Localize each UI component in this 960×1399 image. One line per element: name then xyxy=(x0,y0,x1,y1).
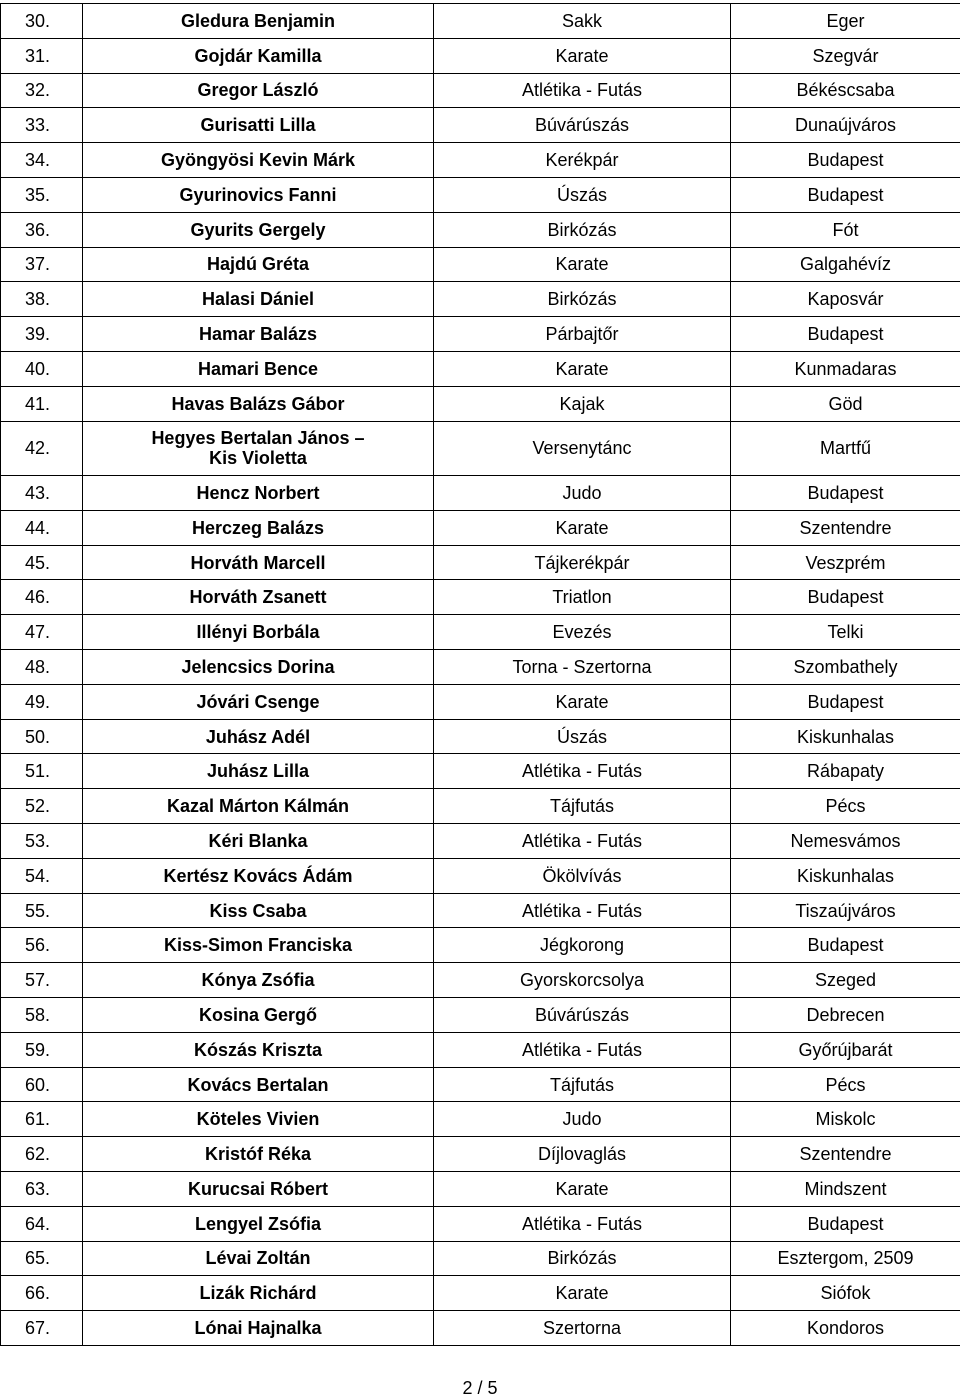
table-row xyxy=(1,317,960,352)
sport: Birkózás xyxy=(434,282,731,317)
table-row xyxy=(1,893,960,928)
athlete-name xyxy=(83,317,434,352)
athlete-name-line: Hegyes Bertalan János – xyxy=(151,428,365,449)
sport: Triatlon xyxy=(434,580,731,615)
row-number: 57. xyxy=(1,963,83,998)
athlete-name xyxy=(83,108,434,143)
city: Győrújbarát xyxy=(731,1032,960,1067)
city: Eger xyxy=(731,4,960,39)
athlete-name xyxy=(83,893,434,928)
city: Budapest xyxy=(731,177,960,212)
sport: Evezés xyxy=(434,615,731,650)
sport: Kerékpár xyxy=(434,143,731,178)
table-row xyxy=(1,824,960,859)
table-row xyxy=(1,510,960,545)
table-row xyxy=(1,1241,960,1276)
table-row xyxy=(1,351,960,386)
sport: Szertorna xyxy=(434,1311,731,1346)
table-row xyxy=(1,386,960,421)
athlete-name xyxy=(83,754,434,789)
athlete-name-text: Hajdú Gréta xyxy=(206,254,310,275)
city: Nemesvámos xyxy=(731,824,960,859)
city: Budapest xyxy=(731,317,960,352)
city: Mindszent xyxy=(731,1172,960,1207)
sport: Jégkorong xyxy=(434,928,731,963)
athlete-name xyxy=(83,998,434,1033)
athlete-name-text: Gregor László xyxy=(197,80,319,101)
table-row xyxy=(1,789,960,824)
athlete-name xyxy=(83,963,434,998)
city: Kunmadaras xyxy=(731,351,960,386)
city: Kiskunhalas xyxy=(731,858,960,893)
sport: Úszás xyxy=(434,177,731,212)
athlete-name xyxy=(83,650,434,685)
sport: Karate xyxy=(434,1276,731,1311)
table-row xyxy=(1,1206,960,1241)
athlete-name-text: Kovács Bertalan xyxy=(187,1074,329,1095)
table-row xyxy=(1,1276,960,1311)
city: Siófok xyxy=(731,1276,960,1311)
athlete-name-text: Kertész Kovács Ádám xyxy=(163,865,353,886)
row-number: 55. xyxy=(1,893,83,928)
sport: Tájfutás xyxy=(434,1067,731,1102)
table-row xyxy=(1,108,960,143)
athlete-name-text: Kiss Csaba xyxy=(209,900,307,921)
athlete-name-text: Hamari Bence xyxy=(197,358,319,379)
table-row xyxy=(1,545,960,580)
row-number: 49. xyxy=(1,684,83,719)
table-row xyxy=(1,1137,960,1172)
athlete-name-text: Lizák Richárd xyxy=(199,1283,317,1304)
row-number: 61. xyxy=(1,1102,83,1137)
table-row xyxy=(1,143,960,178)
sport: Karate xyxy=(434,38,731,73)
city: Göd xyxy=(731,386,960,421)
table-row xyxy=(1,282,960,317)
athlete-name-text: Kiss-Simon Franciska xyxy=(163,935,353,956)
athlete-name-text: Juhász Lilla xyxy=(206,761,310,782)
table-row xyxy=(1,1032,960,1067)
table-row xyxy=(1,1172,960,1207)
row-number: 41. xyxy=(1,386,83,421)
athlete-name-text: Kószás Kriszta xyxy=(193,1039,323,1060)
sport: Birkózás xyxy=(434,212,731,247)
row-number: 31. xyxy=(1,38,83,73)
row-number: 52. xyxy=(1,789,83,824)
sport: Búvárúszás xyxy=(434,108,731,143)
table-row xyxy=(1,4,960,39)
athlete-name-text: Gurisatti Lilla xyxy=(200,115,316,136)
city: Budapest xyxy=(731,580,960,615)
city: Szombathely xyxy=(731,650,960,685)
city: Kiskunhalas xyxy=(731,719,960,754)
city: Veszprém xyxy=(731,545,960,580)
city: Rábapaty xyxy=(731,754,960,789)
athlete-name xyxy=(83,858,434,893)
athlete-name xyxy=(83,1067,434,1102)
sport: Atlétika - Futás xyxy=(434,824,731,859)
sport: Karate xyxy=(434,1172,731,1207)
athlete-name xyxy=(83,73,434,108)
table-row xyxy=(1,719,960,754)
city: Fót xyxy=(731,212,960,247)
athlete-name-text: Lengyel Zsófia xyxy=(194,1213,322,1234)
athlete-name xyxy=(83,143,434,178)
table-row xyxy=(1,1067,960,1102)
athlete-name-text: Horváth Zsanett xyxy=(189,587,327,608)
row-number: 48. xyxy=(1,650,83,685)
row-number: 40. xyxy=(1,351,83,386)
table-row xyxy=(1,1311,960,1346)
athlete-name xyxy=(83,1137,434,1172)
table-row xyxy=(1,421,960,476)
table-row xyxy=(1,177,960,212)
city: Szeged xyxy=(731,963,960,998)
sport: Judo xyxy=(434,476,731,511)
athlete-name-text: Illényi Borbála xyxy=(196,622,320,643)
row-number: 63. xyxy=(1,1172,83,1207)
table-row xyxy=(1,615,960,650)
city: Békéscsaba xyxy=(731,73,960,108)
table-row xyxy=(1,247,960,282)
row-number: 39. xyxy=(1,317,83,352)
table-row xyxy=(1,963,960,998)
athlete-name xyxy=(83,4,434,39)
athlete-name xyxy=(83,824,434,859)
city: Szentendre xyxy=(731,510,960,545)
athlete-name-text: Kosina Gergő xyxy=(198,1004,318,1025)
athlete-name-text: Hencz Norbert xyxy=(196,482,320,503)
city: Budapest xyxy=(731,1206,960,1241)
sport: Gyorskorcsolya xyxy=(434,963,731,998)
city: Kaposvár xyxy=(731,282,960,317)
row-number: 32. xyxy=(1,73,83,108)
sport: Torna - Szertorna xyxy=(434,650,731,685)
city: Pécs xyxy=(731,1067,960,1102)
row-number: 51. xyxy=(1,754,83,789)
athlete-name xyxy=(83,928,434,963)
athlete-name-text: Hamar Balázs xyxy=(198,324,318,345)
row-number: 35. xyxy=(1,177,83,212)
row-number: 60. xyxy=(1,1067,83,1102)
sport: Atlétika - Futás xyxy=(434,754,731,789)
row-number: 54. xyxy=(1,858,83,893)
city: Miskolc xyxy=(731,1102,960,1137)
athlete-name-text: Kristóf Réka xyxy=(204,1144,312,1165)
athlete-name xyxy=(83,615,434,650)
row-number: 30. xyxy=(1,4,83,39)
sport: Atlétika - Futás xyxy=(434,893,731,928)
city: Debrecen xyxy=(731,998,960,1033)
sport: Tájfutás xyxy=(434,789,731,824)
athlete-name xyxy=(83,212,434,247)
table-row xyxy=(1,754,960,789)
sport: Judo xyxy=(434,1102,731,1137)
athlete-name-text: Horváth Marcell xyxy=(190,552,326,573)
row-number: 56. xyxy=(1,928,83,963)
athlete-name xyxy=(83,282,434,317)
athlete-name xyxy=(83,1102,434,1137)
row-number: 37. xyxy=(1,247,83,282)
athlete-name-text: Jelencsics Dorina xyxy=(181,656,335,677)
row-number: 43. xyxy=(1,476,83,511)
city: Dunaújváros xyxy=(731,108,960,143)
athlete-name xyxy=(83,177,434,212)
sport: Karate xyxy=(434,351,731,386)
table-row xyxy=(1,684,960,719)
sport: Karate xyxy=(434,684,731,719)
sport: Atlétika - Futás xyxy=(434,1206,731,1241)
page-number: 2 / 5 xyxy=(462,1378,498,1398)
row-number: 58. xyxy=(1,998,83,1033)
city: Budapest xyxy=(731,684,960,719)
row-number: 38. xyxy=(1,282,83,317)
row-number: 64. xyxy=(1,1206,83,1241)
athlete-name xyxy=(83,476,434,511)
city: Pécs xyxy=(731,789,960,824)
athlete-name-text: Kurucsai Róbert xyxy=(187,1178,329,1199)
table-row xyxy=(1,928,960,963)
city: Tiszaújváros xyxy=(731,893,960,928)
sport: Díjlovaglás xyxy=(434,1137,731,1172)
sport: Atlétika - Futás xyxy=(434,73,731,108)
city: Galgahévíz xyxy=(731,247,960,282)
table-row xyxy=(1,212,960,247)
athlete-name xyxy=(83,719,434,754)
row-number: 42. xyxy=(1,421,83,476)
table-row xyxy=(1,998,960,1033)
athlete-name xyxy=(83,351,434,386)
athlete-name-text: Kazal Márton Kálmán xyxy=(166,796,350,817)
row-number: 46. xyxy=(1,580,83,615)
row-number: 50. xyxy=(1,719,83,754)
athlete-name xyxy=(83,421,434,476)
sport: Versenytánc xyxy=(434,421,731,476)
athlete-name-text: Kéri Blanka xyxy=(208,830,308,851)
city: Kondoros xyxy=(731,1311,960,1346)
athlete-name xyxy=(83,510,434,545)
row-number: 67. xyxy=(1,1311,83,1346)
table-row xyxy=(1,858,960,893)
sport: Karate xyxy=(434,510,731,545)
athlete-name xyxy=(83,789,434,824)
row-number: 36. xyxy=(1,212,83,247)
roster-body xyxy=(1,4,960,1346)
athlete-name-text: Gyöngyösi Kevin Márk xyxy=(160,150,356,171)
row-number: 45. xyxy=(1,545,83,580)
athlete-name-text: Herczeg Balázs xyxy=(191,517,325,538)
row-number: 59. xyxy=(1,1032,83,1067)
row-number: 62. xyxy=(1,1137,83,1172)
athlete-name-text: Halasi Dániel xyxy=(201,289,315,310)
table-row xyxy=(1,1102,960,1137)
athlete-name xyxy=(83,1311,434,1346)
athlete-name xyxy=(83,38,434,73)
athlete-name xyxy=(83,1276,434,1311)
sport: Karate xyxy=(434,247,731,282)
row-number: 33. xyxy=(1,108,83,143)
athlete-name xyxy=(83,580,434,615)
city: Martfű xyxy=(731,421,960,476)
table-row xyxy=(1,476,960,511)
athlete-name-text: Köteles Vivien xyxy=(196,1109,320,1130)
city: Szegvár xyxy=(731,38,960,73)
athlete-name xyxy=(83,1172,434,1207)
sport: Párbajtőr xyxy=(434,317,731,352)
row-number: 53. xyxy=(1,824,83,859)
row-number: 66. xyxy=(1,1276,83,1311)
athlete-name xyxy=(83,1241,434,1276)
city: Budapest xyxy=(731,928,960,963)
athlete-name xyxy=(83,386,434,421)
athlete-name-line: Kis Violetta xyxy=(209,448,307,469)
sport: Tájkerékpár xyxy=(434,545,731,580)
table-row xyxy=(1,38,960,73)
athlete-name-text: Lónai Hajnalka xyxy=(194,1318,322,1339)
sport: Atlétika - Futás xyxy=(434,1032,731,1067)
city: Budapest xyxy=(731,143,960,178)
athlete-name-text: Lévai Zoltán xyxy=(205,1248,311,1269)
athlete-name-text: Kónya Zsófia xyxy=(201,970,315,991)
sport: Úszás xyxy=(434,719,731,754)
athlete-name-text: Gyurits Gergely xyxy=(190,219,326,240)
row-number: 44. xyxy=(1,510,83,545)
table-row xyxy=(1,650,960,685)
sport: Sakk xyxy=(434,4,731,39)
table-row xyxy=(1,73,960,108)
table-row xyxy=(1,580,960,615)
athlete-name-text: Gledura Benjamin xyxy=(180,10,336,31)
athlete-name-text: Jóvári Csenge xyxy=(196,691,320,712)
city: Szentendre xyxy=(731,1137,960,1172)
row-number: 34. xyxy=(1,143,83,178)
row-number: 65. xyxy=(1,1241,83,1276)
athlete-name xyxy=(83,247,434,282)
athlete-name xyxy=(83,1032,434,1067)
athlete-name xyxy=(83,1206,434,1241)
city: Telki xyxy=(731,615,960,650)
athlete-name xyxy=(83,684,434,719)
roster-table xyxy=(0,3,960,1346)
sport: Ökölvívás xyxy=(434,858,731,893)
sport: Birkózás xyxy=(434,1241,731,1276)
athlete-name-text: Juhász Adél xyxy=(205,726,311,747)
athlete-name xyxy=(83,545,434,580)
sport: Kajak xyxy=(434,386,731,421)
athlete-name-text: Gojdár Kamilla xyxy=(194,45,322,66)
city: Esztergom, 2509 xyxy=(731,1241,960,1276)
city: Budapest xyxy=(731,476,960,511)
sport: Búvárúszás xyxy=(434,998,731,1033)
athlete-name-text: Havas Balázs Gábor xyxy=(171,393,345,414)
athlete-name-text: Gyurinovics Fanni xyxy=(179,184,337,205)
row-number: 47. xyxy=(1,615,83,650)
